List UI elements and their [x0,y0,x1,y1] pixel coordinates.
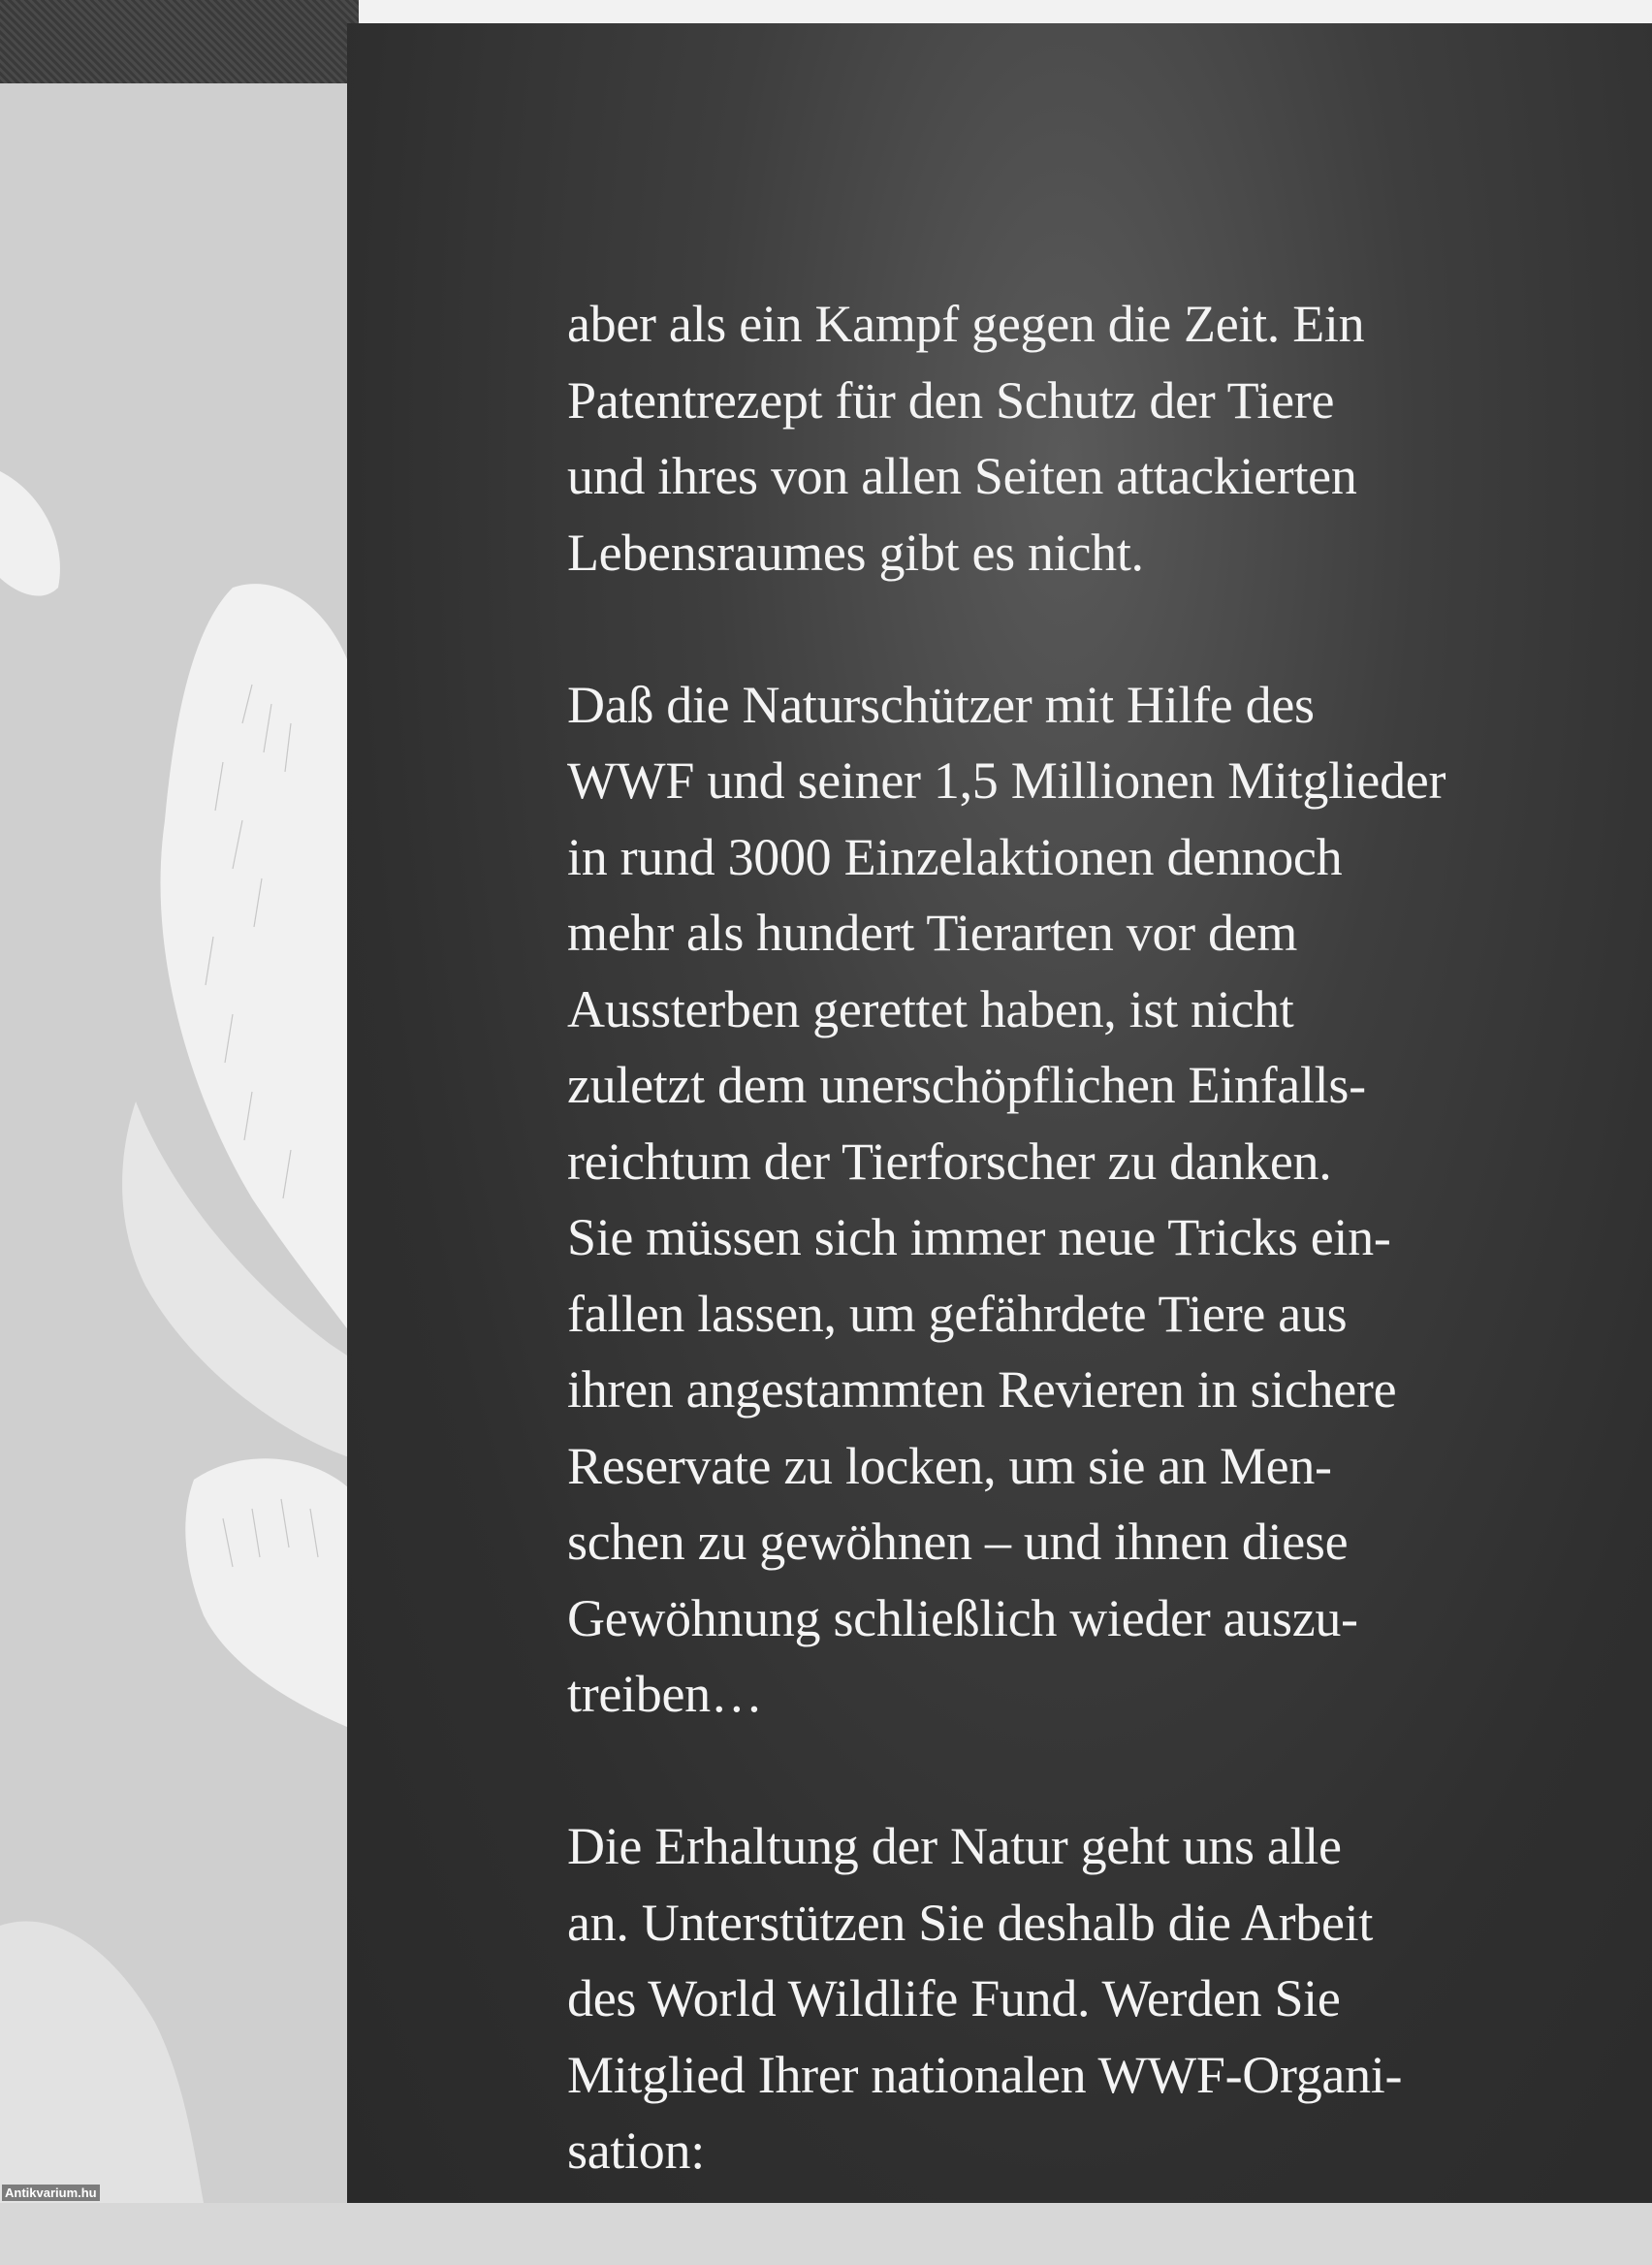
text-line: sation: [567,2121,705,2180]
animal-sketch-image [0,83,359,2203]
text-line: und ihres von allen Seiten attackierten [567,447,1357,505]
paragraph-3 [567,1808,1585,2189]
text-line: ihren angestammten Revieren in sichere [567,1360,1397,1419]
text-line: WWF und seiner 1,5 Millionen Mitglieder [567,751,1446,810]
text-line: fallen lassen, um gefährdete Tiere aus [567,1284,1348,1343]
watermark-label: Antikvarium.hu [2,2185,100,2201]
text-line: mehr als hundert Tierarten vor dem [567,904,1298,962]
text-line: des World Wildlife Fund. Werden Sie [567,1969,1341,2027]
text-line: Daß die Naturschützer mit Hilfe des [567,675,1315,734]
text-line: zuletzt dem unerschöpflichen Einfalls- [567,1056,1366,1114]
animal-illustration-panel [0,83,359,2203]
paragraph-1 [567,286,1585,590]
text-line: Gewöhnung schließlich wieder auszu- [567,1588,1358,1647]
text-line: Die Erhaltung der Natur geht uns alle [567,1817,1342,1875]
text-line: Lebensraumes gibt es nicht. [567,523,1144,582]
text-line: Reservate zu locken, um sie an Men- [567,1436,1332,1495]
text-line: Aussterben gerettet haben, ist nicht [567,979,1294,1038]
text-line: Sie müssen sich immer neue Tricks ein- [567,1208,1391,1266]
paragraph-2 [567,667,1585,1733]
text-line: Patentrezept für den Schutz der Tiere [567,370,1335,430]
text-line: Mitglied Ihrer nationalen WWF-Organi- [567,2045,1403,2104]
text-line: schen zu gewöhnen – und ihnen diese [567,1513,1349,1571]
text-line: in rund 3000 Einzelaktionen dennoch [567,827,1343,886]
text-line: reichtum der Tierforscher zu danken. [567,1132,1332,1191]
top-binding-strip [0,0,359,83]
text-line: treiben… [567,1665,763,1723]
text-line: aber als ein Kampf gegen die Zeit. Ein [567,295,1365,353]
text-line: an. Unterstützen Sie deshalb die Arbeit [567,1893,1374,1952]
body-text [567,286,1585,2265]
